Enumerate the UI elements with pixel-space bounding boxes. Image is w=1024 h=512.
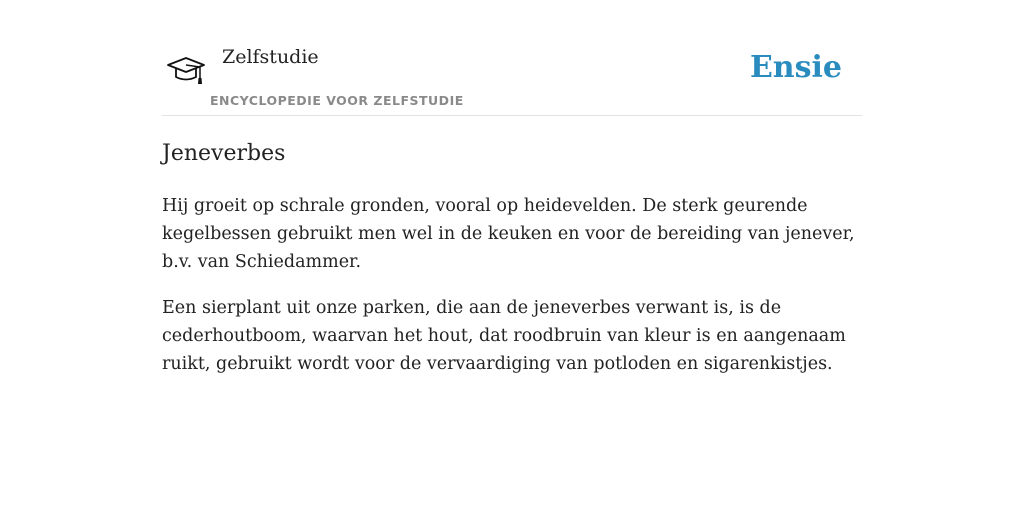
article-title: Jeneverbes	[162, 141, 286, 166]
article	[162, 138, 862, 396]
graduation-cap-icon	[166, 56, 206, 88]
article-paragraph: Een sierplant uit onze parken, die aan de jeneverbes verwant is, is de cederhoutboom, waarvan het hout, dat roodbruin van kleur is en aangenaam ruikt, gebruikt wordt voor de vervaardiging van potloden en sigarenkistjes.	[162, 298, 846, 374]
site-logo-link[interactable]	[162, 40, 462, 110]
site-name: Zelfstudie	[222, 46, 319, 68]
site-tagline: ENCYCLOPEDIE VOOR ZELFSTUDIE	[210, 93, 464, 108]
article-paragraph: Hij groeit op schrale gronden, vooral op heidevelden. De sterk geurende kegelbessen gebruikt men wel in de keuken en voor de bereiding van jenever, b.v. van Schiedammer.	[162, 196, 855, 272]
ensie-brand-link[interactable]: Ensie	[749, 50, 842, 85]
site-header	[162, 40, 862, 116]
